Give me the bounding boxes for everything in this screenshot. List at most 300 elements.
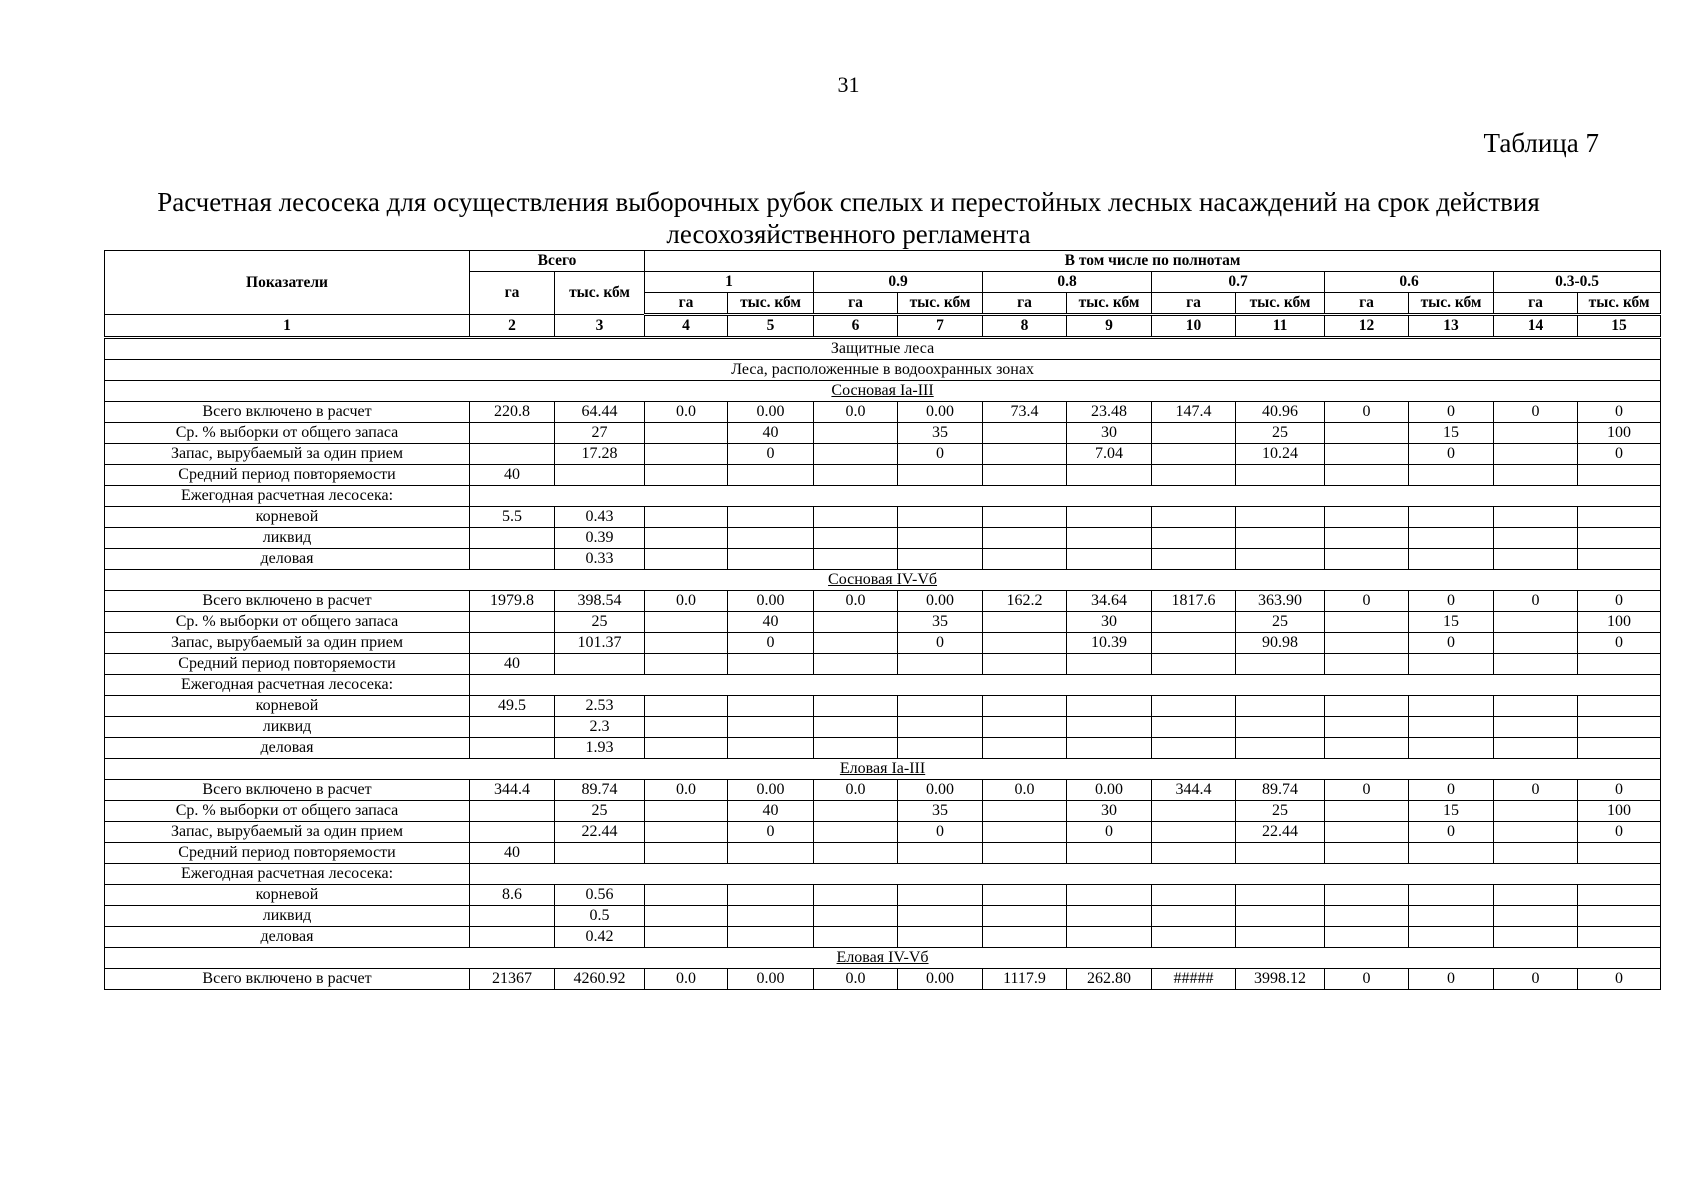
table-cell bbox=[1152, 612, 1236, 633]
row-avg-percent bbox=[105, 612, 1661, 633]
table-cell bbox=[1236, 507, 1325, 528]
table-cell bbox=[728, 927, 814, 948]
row-label: Запас, вырубаемый за один прием bbox=[105, 633, 470, 654]
table-cell bbox=[983, 738, 1067, 759]
table-cell: 35 bbox=[898, 612, 983, 633]
table-cell: 15 bbox=[1409, 612, 1494, 633]
table-cell bbox=[1236, 738, 1325, 759]
table-cell bbox=[645, 423, 728, 444]
row-label: деловая bbox=[105, 738, 470, 759]
table-cell bbox=[1325, 612, 1409, 633]
table-cell: 0.56 bbox=[555, 885, 645, 906]
table-cell bbox=[1067, 885, 1152, 906]
table-cell bbox=[814, 906, 898, 927]
table-cell: 0 bbox=[1578, 633, 1661, 654]
table-cell bbox=[728, 654, 814, 675]
table-cell: 0 bbox=[1578, 780, 1661, 801]
table-cell: 90.98 bbox=[1236, 633, 1325, 654]
row-liquid bbox=[105, 717, 1661, 738]
table-cell: 0.00 bbox=[728, 780, 814, 801]
table-cell: 100 bbox=[1578, 612, 1661, 633]
table-cell bbox=[645, 549, 728, 570]
table-cell: 25 bbox=[555, 612, 645, 633]
row-avg-period bbox=[105, 843, 1661, 864]
table-cell: 0 bbox=[1067, 822, 1152, 843]
table-cell: 0 bbox=[1578, 969, 1661, 990]
column-number: 13 bbox=[1409, 315, 1494, 338]
row-label: Средний период повторяемости bbox=[105, 654, 470, 675]
table-cell bbox=[1409, 843, 1494, 864]
row-avg-percent bbox=[105, 801, 1661, 822]
table-cell bbox=[1494, 507, 1578, 528]
table-cell bbox=[1578, 528, 1661, 549]
table-cell bbox=[814, 717, 898, 738]
table-cell bbox=[814, 801, 898, 822]
row-avg-period bbox=[105, 654, 1661, 675]
table-cell bbox=[814, 654, 898, 675]
table-cell bbox=[983, 423, 1067, 444]
table-cell: 162.2 bbox=[983, 591, 1067, 612]
table-cell bbox=[1409, 906, 1494, 927]
allowable-cut-table bbox=[104, 250, 1661, 990]
table-cell bbox=[814, 423, 898, 444]
table-cell bbox=[1325, 927, 1409, 948]
table-cell: 344.4 bbox=[470, 780, 555, 801]
table-cell: 0.0 bbox=[814, 780, 898, 801]
table-cell bbox=[1236, 843, 1325, 864]
table-cell bbox=[814, 927, 898, 948]
column-number: 10 bbox=[1152, 315, 1236, 338]
table-cell: 64.44 bbox=[555, 402, 645, 423]
table-cell bbox=[898, 465, 983, 486]
table-cell bbox=[1236, 654, 1325, 675]
subsection-title: Сосновая Ia-III bbox=[831, 382, 934, 399]
header-m3: тыс. кбм bbox=[1578, 293, 1661, 315]
table-cell bbox=[1067, 549, 1152, 570]
table-cell: 0 bbox=[1578, 444, 1661, 465]
table-cell bbox=[1325, 738, 1409, 759]
column-number: 3 bbox=[555, 315, 645, 338]
table-cell bbox=[814, 507, 898, 528]
table-cell bbox=[1409, 549, 1494, 570]
table-cell bbox=[728, 906, 814, 927]
table-cell: 0 bbox=[728, 444, 814, 465]
table-cell bbox=[1494, 633, 1578, 654]
header-ha: га bbox=[814, 293, 898, 315]
row-label: корневой bbox=[105, 696, 470, 717]
table-cell bbox=[1325, 654, 1409, 675]
table-cell: 0.00 bbox=[898, 591, 983, 612]
table-cell bbox=[645, 696, 728, 717]
row-total-included bbox=[105, 402, 1661, 423]
table-cell: 0.0 bbox=[814, 402, 898, 423]
row-label: Всего включено в расчет bbox=[105, 969, 470, 990]
table-cell: 1817.6 bbox=[1152, 591, 1236, 612]
table-cell bbox=[1067, 738, 1152, 759]
table-cell bbox=[814, 465, 898, 486]
table-cell bbox=[898, 717, 983, 738]
table-cell: 0.0 bbox=[645, 402, 728, 423]
table-cell: 0.33 bbox=[555, 549, 645, 570]
table-cell bbox=[1152, 654, 1236, 675]
table-cell bbox=[645, 507, 728, 528]
header-indicators: Показатели bbox=[105, 251, 470, 315]
table-cell bbox=[1325, 633, 1409, 654]
column-number: 6 bbox=[814, 315, 898, 338]
table-cell: 17.28 bbox=[555, 444, 645, 465]
table-cell bbox=[1409, 507, 1494, 528]
table-cell: 15 bbox=[1409, 801, 1494, 822]
table-cell bbox=[1152, 528, 1236, 549]
table-cell bbox=[1578, 696, 1661, 717]
table-cell bbox=[1578, 927, 1661, 948]
subsection-title: Еловая IV-Vб bbox=[836, 949, 929, 966]
table-cell: 0.00 bbox=[898, 402, 983, 423]
table-cell: 21367 bbox=[470, 969, 555, 990]
table-cell bbox=[1325, 696, 1409, 717]
table-cell bbox=[814, 528, 898, 549]
column-number: 1 bbox=[105, 315, 470, 338]
table-cell bbox=[1325, 423, 1409, 444]
header-density-group: 0.3-0.5 bbox=[1494, 272, 1661, 293]
table-cell bbox=[1578, 717, 1661, 738]
table-cell: 344.4 bbox=[1152, 780, 1236, 801]
table-cell bbox=[898, 738, 983, 759]
row-label: корневой bbox=[105, 885, 470, 906]
table-cell bbox=[814, 822, 898, 843]
table-body bbox=[105, 338, 1661, 990]
table-cell bbox=[1067, 843, 1152, 864]
table-cell: 10.24 bbox=[1236, 444, 1325, 465]
row-label: корневой bbox=[105, 507, 470, 528]
table-cell: 0 bbox=[1409, 822, 1494, 843]
table-cell bbox=[1152, 717, 1236, 738]
table-cell bbox=[470, 822, 555, 843]
table-cell bbox=[814, 612, 898, 633]
table-cell bbox=[814, 738, 898, 759]
table-cell: ##### bbox=[1152, 969, 1236, 990]
table-cell bbox=[1494, 654, 1578, 675]
table-cell: 5.5 bbox=[470, 507, 555, 528]
header-total-m3: тыс. кбм bbox=[555, 272, 645, 315]
table-cell: 0 bbox=[1409, 402, 1494, 423]
table-cell bbox=[1494, 801, 1578, 822]
row-root bbox=[105, 507, 1661, 528]
table-cell: 0 bbox=[898, 633, 983, 654]
page-number: 31 bbox=[837, 72, 860, 97]
table-cell bbox=[1325, 822, 1409, 843]
row-root bbox=[105, 885, 1661, 906]
table-cell bbox=[1409, 696, 1494, 717]
header-density-group: 0.6 bbox=[1325, 272, 1494, 293]
table-cell: 0 bbox=[1578, 822, 1661, 843]
column-number: 12 bbox=[1325, 315, 1409, 338]
table-cell bbox=[983, 465, 1067, 486]
header-ha: га bbox=[983, 293, 1067, 315]
header-m3: тыс. кбм bbox=[1067, 293, 1152, 315]
table-cell bbox=[898, 906, 983, 927]
table-cell bbox=[1152, 444, 1236, 465]
table-cell: 0 bbox=[1494, 591, 1578, 612]
table-cell bbox=[728, 738, 814, 759]
table-cell: 40 bbox=[470, 465, 555, 486]
row-label: ликвид bbox=[105, 717, 470, 738]
table-cell: 30 bbox=[1067, 801, 1152, 822]
table-cell: 0.42 bbox=[555, 927, 645, 948]
table-cell: 89.74 bbox=[555, 780, 645, 801]
table-cell bbox=[728, 549, 814, 570]
table-cell: 73.4 bbox=[983, 402, 1067, 423]
table-cell: 10.39 bbox=[1067, 633, 1152, 654]
table-cell bbox=[814, 549, 898, 570]
table-cell: 147.4 bbox=[1152, 402, 1236, 423]
table-cell bbox=[728, 843, 814, 864]
header-density-group: 0.7 bbox=[1152, 272, 1325, 293]
table-cell bbox=[728, 528, 814, 549]
table-cell: 27 bbox=[555, 423, 645, 444]
table-cell bbox=[470, 717, 555, 738]
table-cell: 0 bbox=[1409, 969, 1494, 990]
header-m3: тыс. кбм bbox=[1409, 293, 1494, 315]
table-cell bbox=[1236, 528, 1325, 549]
row-label: Запас, вырубаемый за один прием bbox=[105, 822, 470, 843]
table-cell bbox=[983, 717, 1067, 738]
row-liquid bbox=[105, 906, 1661, 927]
table-cell bbox=[1152, 738, 1236, 759]
table-cell bbox=[1325, 507, 1409, 528]
table-cell bbox=[1494, 738, 1578, 759]
table-cell bbox=[645, 801, 728, 822]
subsection-heading bbox=[105, 759, 1661, 780]
table-cell: 0 bbox=[728, 633, 814, 654]
table-cell bbox=[1236, 549, 1325, 570]
table-cell: 7.04 bbox=[1067, 444, 1152, 465]
table-cell bbox=[1494, 423, 1578, 444]
table-cell bbox=[1325, 717, 1409, 738]
row-label: ликвид bbox=[105, 906, 470, 927]
table-cell bbox=[1409, 717, 1494, 738]
column-number: 15 bbox=[1578, 315, 1661, 338]
table-cell: 0.0 bbox=[645, 591, 728, 612]
document-title bbox=[100, 186, 1597, 250]
table-cell bbox=[1494, 717, 1578, 738]
subsection-row bbox=[105, 381, 1661, 402]
row-annual-cut bbox=[105, 486, 1661, 507]
subsection-row bbox=[105, 948, 1661, 969]
table-cell bbox=[645, 717, 728, 738]
header-including: В том числе по полнотам bbox=[645, 251, 1661, 272]
table-cell: 40 bbox=[728, 801, 814, 822]
table-cell bbox=[1152, 906, 1236, 927]
table-cell: 3998.12 bbox=[1236, 969, 1325, 990]
table-cell: 0 bbox=[1409, 780, 1494, 801]
table-cell bbox=[1152, 465, 1236, 486]
table-cell: 4260.92 bbox=[555, 969, 645, 990]
table-cell: 40.96 bbox=[1236, 402, 1325, 423]
row-total-included bbox=[105, 780, 1661, 801]
row-avg-percent bbox=[105, 423, 1661, 444]
table-cell bbox=[1325, 843, 1409, 864]
table-cell bbox=[728, 507, 814, 528]
column-number: 8 bbox=[983, 315, 1067, 338]
table-cell bbox=[983, 507, 1067, 528]
table-cell: 0.00 bbox=[898, 780, 983, 801]
table-cell bbox=[728, 885, 814, 906]
table-cell bbox=[1067, 465, 1152, 486]
table-cell: 220.8 bbox=[470, 402, 555, 423]
row-label: деловая bbox=[105, 549, 470, 570]
table-cell bbox=[898, 885, 983, 906]
table-cell: 0.5 bbox=[555, 906, 645, 927]
subsection-title: Сосновая IV-Vб bbox=[828, 571, 938, 588]
table-cell bbox=[1409, 654, 1494, 675]
table-cell: 0 bbox=[898, 444, 983, 465]
table-cell: 40 bbox=[728, 612, 814, 633]
table-cell: 262.80 bbox=[1067, 969, 1152, 990]
table-cell: 1.93 bbox=[555, 738, 645, 759]
table-cell bbox=[983, 906, 1067, 927]
table-cell bbox=[1578, 738, 1661, 759]
table-cell bbox=[470, 675, 1661, 696]
table-cell bbox=[470, 528, 555, 549]
row-commercial bbox=[105, 738, 1661, 759]
table-cell: 0 bbox=[1325, 591, 1409, 612]
row-label: Ежегодная расчетная лесосека: bbox=[105, 486, 470, 507]
row-label: Ср. % выборки от общего запаса bbox=[105, 423, 470, 444]
subsection-row bbox=[105, 570, 1661, 591]
table-cell bbox=[470, 549, 555, 570]
table-cell: 0 bbox=[1578, 591, 1661, 612]
table-cell: 8.6 bbox=[470, 885, 555, 906]
table-cell bbox=[983, 822, 1067, 843]
subsection-heading bbox=[105, 381, 1661, 402]
table-cell bbox=[1236, 885, 1325, 906]
table-cell bbox=[645, 906, 728, 927]
table-cell: 0.0 bbox=[983, 780, 1067, 801]
table-cell bbox=[1578, 465, 1661, 486]
table-cell bbox=[1494, 465, 1578, 486]
row-label: Всего включено в расчет bbox=[105, 402, 470, 423]
table-cell bbox=[645, 654, 728, 675]
header-ha: га bbox=[645, 293, 728, 315]
table-cell bbox=[1152, 927, 1236, 948]
table-cell bbox=[1325, 801, 1409, 822]
table-cell bbox=[470, 423, 555, 444]
table-cell bbox=[1152, 507, 1236, 528]
subsection-title: Еловая Ia-III bbox=[839, 760, 926, 777]
table-cell bbox=[1152, 696, 1236, 717]
table-cell: 0 bbox=[1494, 780, 1578, 801]
table-cell bbox=[1152, 549, 1236, 570]
table-cell bbox=[645, 885, 728, 906]
row-annual-cut bbox=[105, 864, 1661, 885]
table-cell: 35 bbox=[898, 423, 983, 444]
table-cell bbox=[1325, 465, 1409, 486]
table-cell: 2.3 bbox=[555, 717, 645, 738]
table-cell: 0.0 bbox=[645, 969, 728, 990]
table-cell bbox=[898, 654, 983, 675]
table-cell bbox=[1152, 885, 1236, 906]
table-cell bbox=[470, 906, 555, 927]
table-cell bbox=[1067, 906, 1152, 927]
table-cell: 0 bbox=[1578, 402, 1661, 423]
table-cell bbox=[645, 444, 728, 465]
table-cell: 100 bbox=[1578, 423, 1661, 444]
table-cell bbox=[470, 738, 555, 759]
table-cell bbox=[1152, 843, 1236, 864]
row-stock-per-cut bbox=[105, 444, 1661, 465]
table-cell bbox=[1578, 654, 1661, 675]
table-cell: 25 bbox=[555, 801, 645, 822]
table-cell bbox=[555, 843, 645, 864]
table-cell bbox=[1578, 843, 1661, 864]
column-number-row bbox=[105, 315, 1661, 338]
row-label: Ежегодная расчетная лесосека: bbox=[105, 675, 470, 696]
table-cell bbox=[1494, 528, 1578, 549]
table-cell: 0 bbox=[1325, 402, 1409, 423]
section-heading: Леса, расположенные в водоохранных зонах bbox=[105, 360, 1661, 381]
table-cell: 35 bbox=[898, 801, 983, 822]
table-cell bbox=[555, 465, 645, 486]
table-cell bbox=[1578, 885, 1661, 906]
table-cell bbox=[1494, 696, 1578, 717]
column-number: 11 bbox=[1236, 315, 1325, 338]
table-cell: 0 bbox=[1409, 633, 1494, 654]
table-cell: 49.5 bbox=[470, 696, 555, 717]
table-cell bbox=[1409, 738, 1494, 759]
table-cell: 0.0 bbox=[814, 969, 898, 990]
table-cell bbox=[645, 612, 728, 633]
table-cell bbox=[1409, 528, 1494, 549]
row-annual-cut bbox=[105, 675, 1661, 696]
table-cell bbox=[898, 927, 983, 948]
table-cell bbox=[1578, 507, 1661, 528]
table-cell bbox=[1152, 633, 1236, 654]
table-cell: 100 bbox=[1578, 801, 1661, 822]
title-line-1: Расчетная лесосека для осуществления выборочных рубок спелых и перестойных лесных насаждений на срок действия bbox=[157, 187, 1540, 217]
table-cell: 0.00 bbox=[728, 591, 814, 612]
table-cell: 0 bbox=[728, 822, 814, 843]
title-line-2: лесохозяйственного регламента bbox=[666, 219, 1031, 249]
table-cell bbox=[1236, 927, 1325, 948]
table-cell bbox=[1325, 444, 1409, 465]
table-cell bbox=[645, 927, 728, 948]
table-cell bbox=[1067, 528, 1152, 549]
header-ha: га bbox=[1325, 293, 1409, 315]
table-cell bbox=[1494, 885, 1578, 906]
header-ha: га bbox=[1152, 293, 1236, 315]
table-cell: 0.00 bbox=[728, 969, 814, 990]
table-cell bbox=[983, 612, 1067, 633]
table-cell bbox=[728, 696, 814, 717]
table-cell bbox=[1152, 801, 1236, 822]
table-cell bbox=[983, 927, 1067, 948]
header-density-group: 0.8 bbox=[983, 272, 1152, 293]
table-cell bbox=[645, 822, 728, 843]
table-cell bbox=[470, 612, 555, 633]
table-cell: 40 bbox=[728, 423, 814, 444]
row-liquid bbox=[105, 528, 1661, 549]
table-cell bbox=[983, 633, 1067, 654]
header-m3: тыс. кбм bbox=[1236, 293, 1325, 315]
table-cell bbox=[645, 738, 728, 759]
table-cell: 40 bbox=[470, 654, 555, 675]
row-label: деловая bbox=[105, 927, 470, 948]
subsection-row bbox=[105, 759, 1661, 780]
column-number: 5 bbox=[728, 315, 814, 338]
table-cell bbox=[983, 801, 1067, 822]
table-cell bbox=[983, 885, 1067, 906]
